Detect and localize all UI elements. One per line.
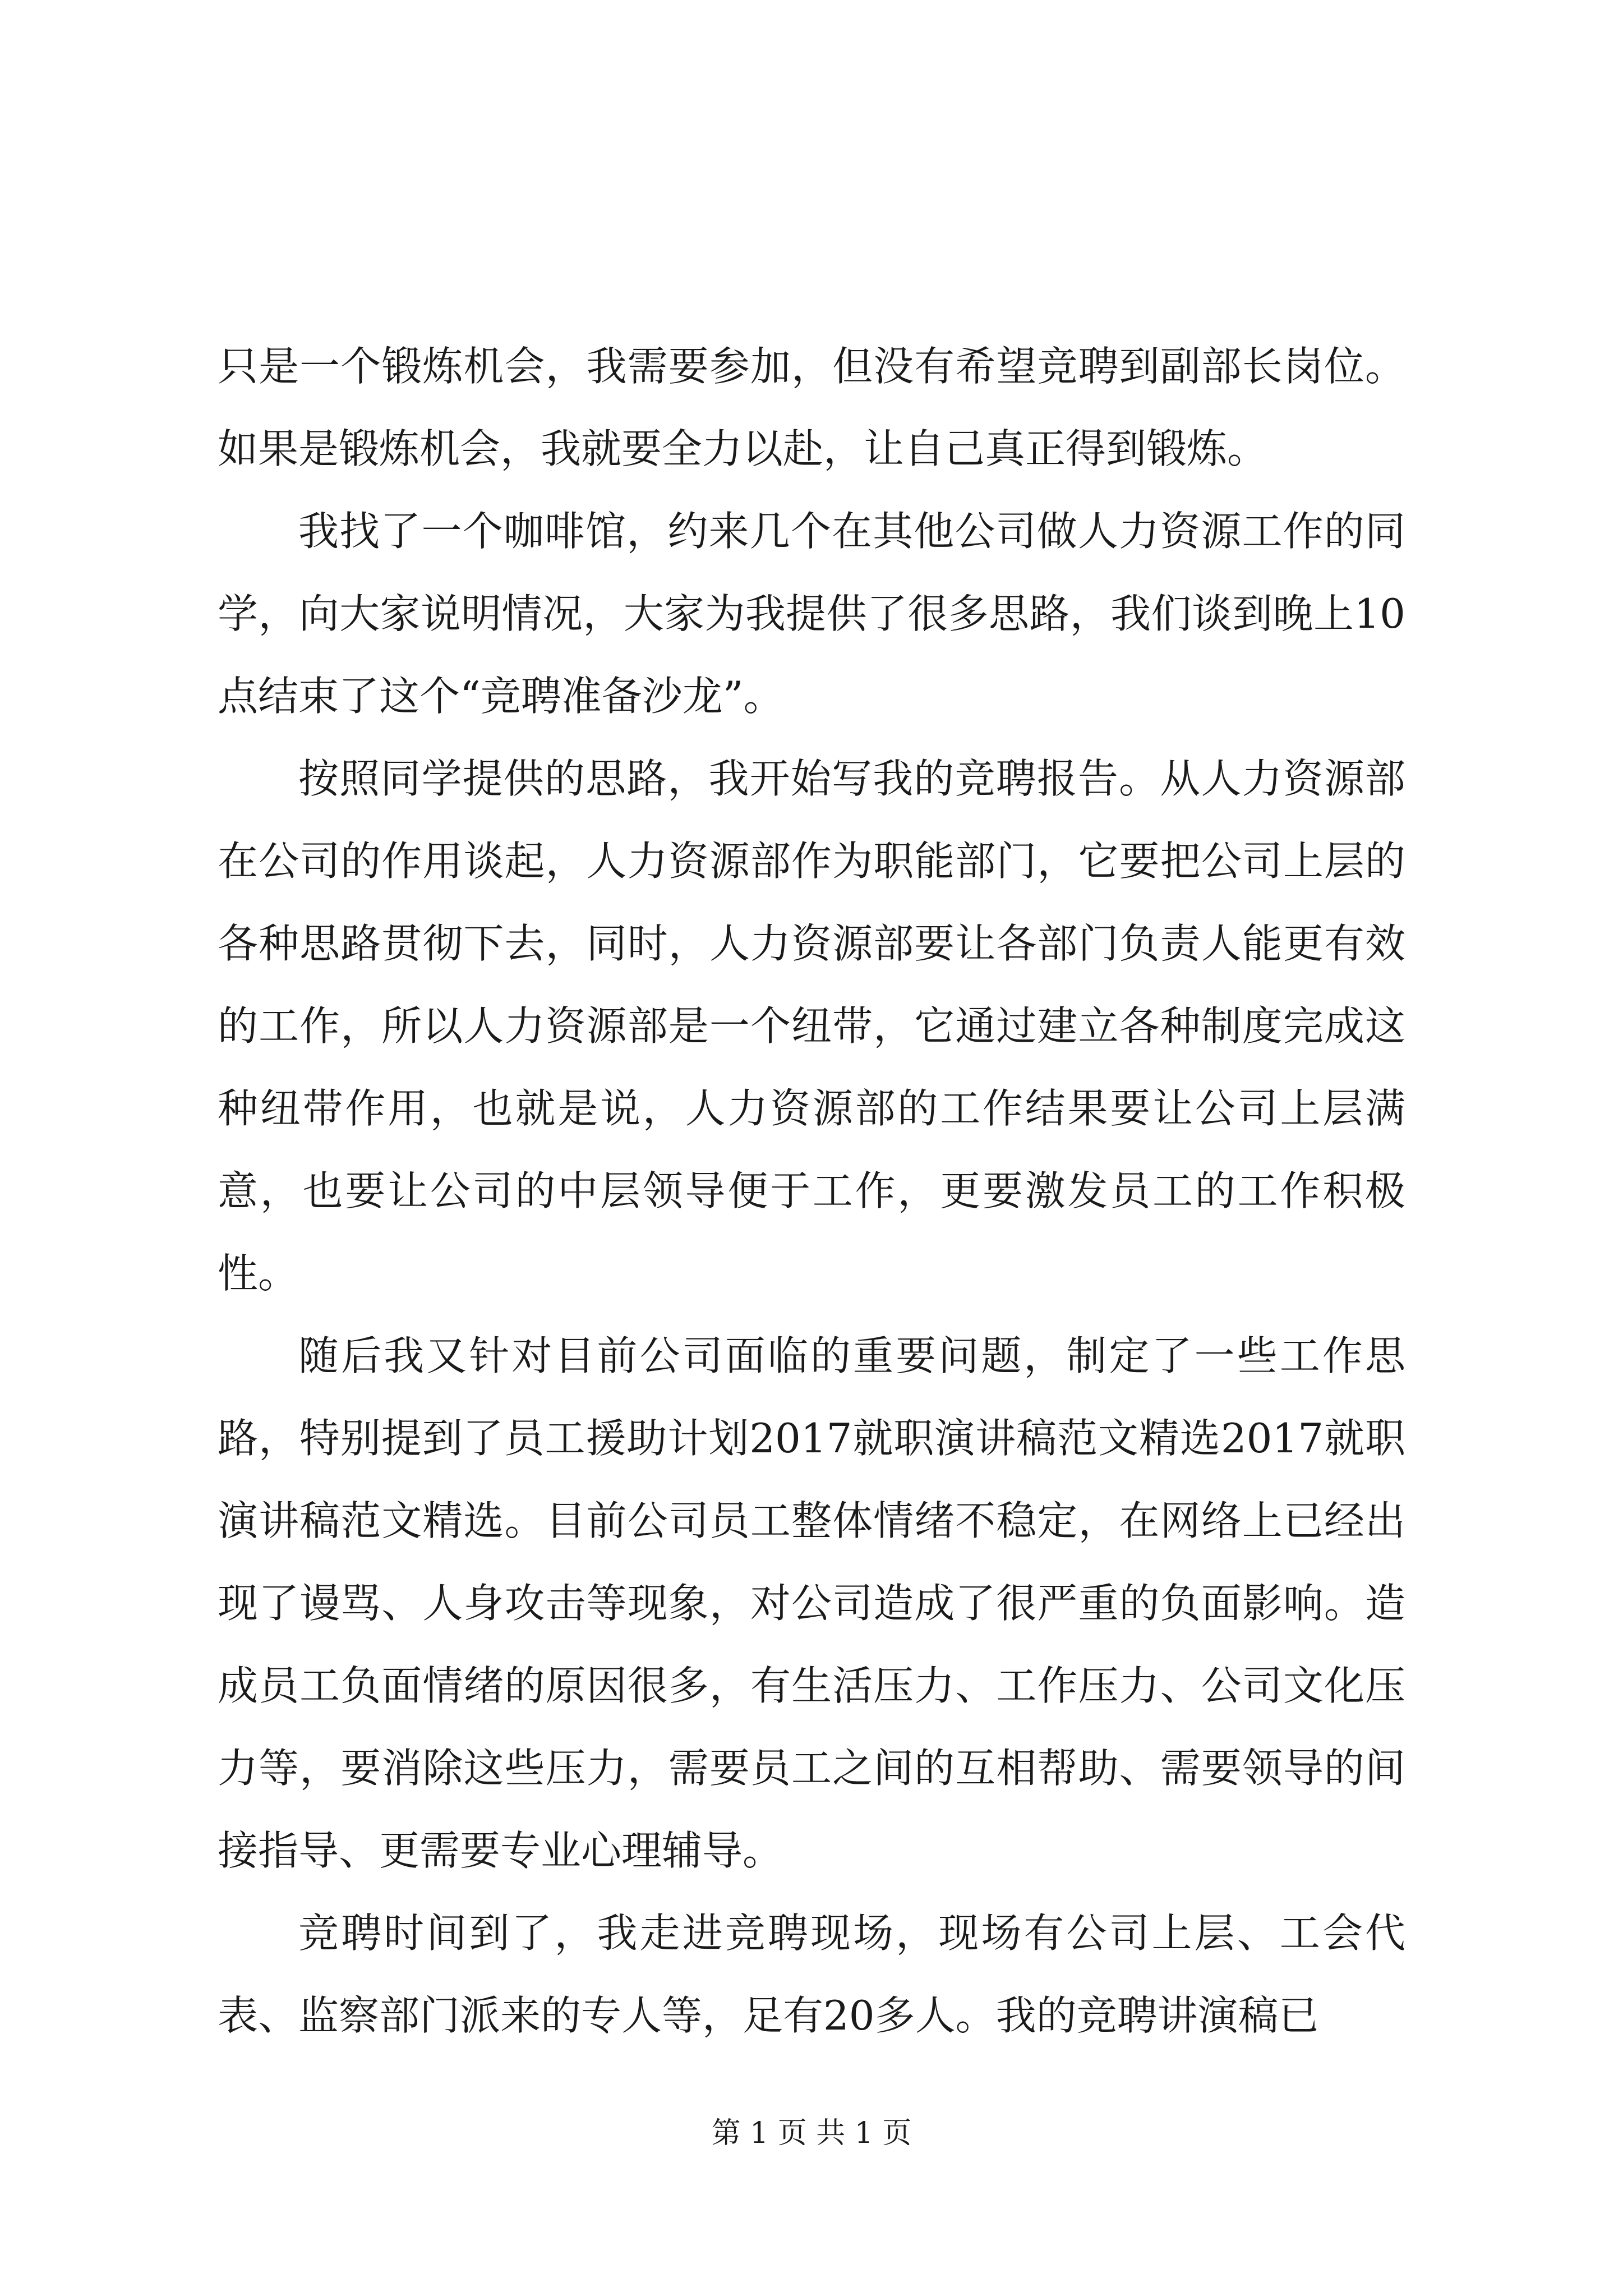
page-footer: 第 1 页 共 1 页	[711, 2116, 912, 2150]
paragraph-3: 按照同学提供的思路，我开始写我的竞聘报告。从人力资源部在公司的作用谈起，人力资源部作为职能部门，它要把公司上层的各种思路贯彻下去，同时，人力资源部要让各部门负责人能更有效的工作，所以人力资源部是一个纽带，它通过建立各种制度完成这种纽带作用，也就是说，人力资源部的工作结果要让公司上层满意，也要让公司的中层领导便于工作，更要激发员工的工作积极性。	[218, 755, 1405, 1297]
paragraph-2: 我找了一个咖啡馆，约来几个在其他公司做人力资源工作的同学，向大家说明情况，大家为我提供了很多思路，我们谈到晚上10点结束了这个“竞聘准备沙龙”。	[218, 508, 1405, 720]
paragraph-1: 只是一个锻炼机会，我需要参加，但没有希望竞聘到副部长岗位。如果是锻炼机会，我就要全力以赴，让自己真正得到锻炼。	[218, 343, 1405, 472]
paragraph-5: 竞聘时间到了，我走进竞聘现场，现场有公司上层、工会代表、监察部门派来的专人等，足有20多人。我的竞聘讲演稿已	[218, 1910, 1405, 2039]
document-body	[218, 325, 1405, 2057]
paragraph-4: 随后我又针对目前公司面临的重要问题，制定了一些工作思路，特别提到了员工援助计划2017就职演讲稿范文精选2017就职演讲稿范文精选。目前公司员工整体情绪不稳定，在网络上已经出现了谩骂、人身攻击等现象，对公司造成了很严重的负面影响。造成员工负面情绪的原因很多，有生活压力、工作压力、公司文化压力等，要消除这些压力，需要员工之间的互相帮助、需要领导的间接指导、更需要专业心理辅导。	[218, 1332, 1405, 1874]
